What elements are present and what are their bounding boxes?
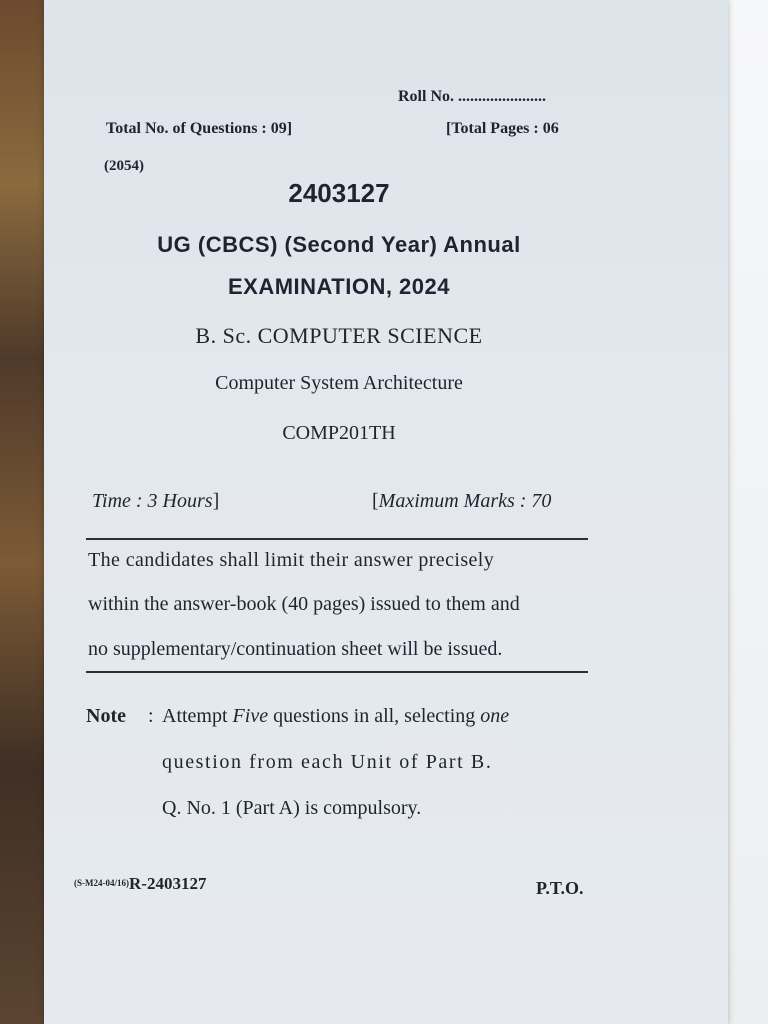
- maximum-marks: [Maximum Marks : 70: [372, 490, 552, 512]
- divider-top: [86, 538, 588, 540]
- paper-number: 2403127: [288, 178, 390, 208]
- course-name: B. Sc. COMPUTER SCIENCE: [195, 323, 483, 348]
- instruction-line-3: no supplementary/continuation sheet will be issued.: [88, 638, 503, 660]
- exam-title-line2: EXAMINATION, 2024: [227, 274, 451, 299]
- paper-code: (2054): [104, 158, 144, 174]
- note-colon: :: [148, 705, 154, 727]
- exam-paper-sheet: [44, 0, 728, 1024]
- total-pages: [Total Pages : 06: [446, 120, 559, 137]
- note-line-3: Q. No. 1 (Part A) is compulsory.: [162, 797, 422, 819]
- roll-no: Roll No. ......................: [398, 88, 546, 105]
- exam-title-line1: UG (CBCS) (Second Year) Annual: [157, 232, 521, 257]
- divider-bottom: [86, 671, 588, 673]
- subject-code: COMP201TH: [282, 422, 396, 444]
- total-questions: Total No. of Questions : 09]: [106, 120, 293, 137]
- note-line-2: question from each Unit of Part B.: [162, 751, 493, 773]
- please-turn-over: P.T.O.: [536, 878, 584, 898]
- note-line-1: Attempt Five questions in all, selecting one: [162, 705, 510, 727]
- time-allowed: Time : 3 Hours]: [92, 490, 220, 512]
- instruction-line-2: within the answer-book (40 pages) issued to them and: [88, 593, 520, 615]
- instruction-line-1: The candidates shall limit their answer precisely: [88, 549, 495, 571]
- footer-reference: (S-M24-04/16)R-2403127: [74, 874, 207, 893]
- subject-name: Computer System Architecture: [215, 372, 463, 394]
- note-label: Note: [86, 705, 126, 727]
